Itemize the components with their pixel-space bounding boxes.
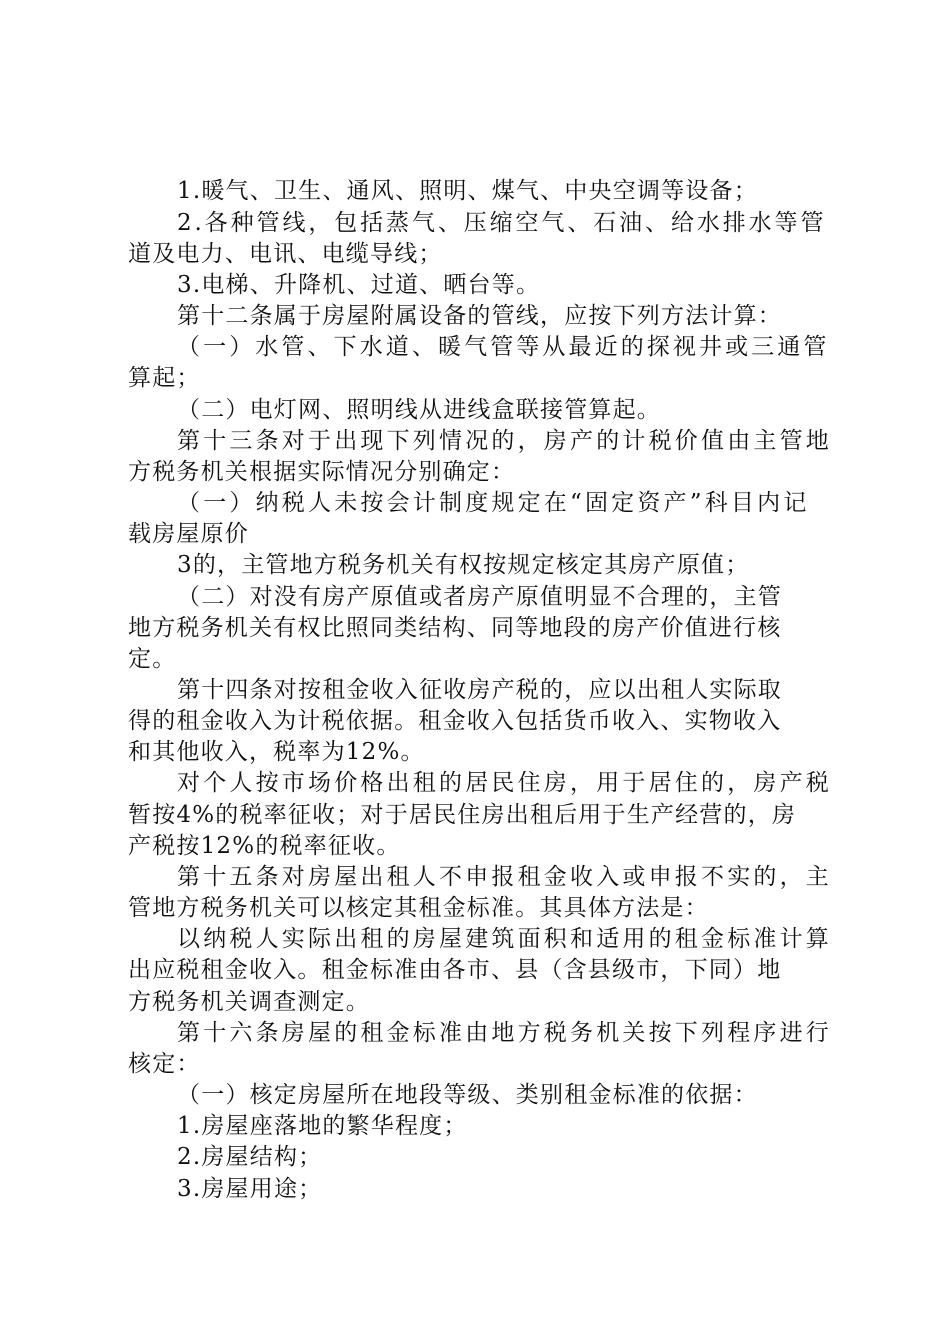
text-line: 定。 (128, 646, 177, 672)
text-line: （二）对没有房产原值或者房产原值明显不合理的，主管 (177, 584, 782, 610)
text-line: 第十六条房屋的租金标准由地方税务机关按下列程序进行 (177, 1020, 832, 1046)
text-line: （一）纳税人未按会计制度规定在“固定资产”科目内记 (177, 490, 810, 516)
text-line: 3.房屋用途； (177, 1176, 323, 1202)
text-line: 第十四条对按租金收入征收房产税的，应以出租人实际取 (177, 677, 782, 703)
text-line: （二）电灯网、照明线从进线盒联接管算起。 (177, 397, 661, 423)
text-line: （一）核定房屋所在地段等级、类别租金标准的依据： (177, 1082, 758, 1108)
text-line: 1.房屋座落地的繁华程度； (177, 1113, 468, 1139)
text-line: 3的，主管地方税务机关有权按规定核定其房产原值； (177, 552, 750, 578)
text-line: 得的租金收入为计税依据。租金收入包括货币收入、实物收入 (128, 708, 782, 734)
text-line: 核定： (128, 1051, 201, 1077)
text-line: 算起； (128, 365, 201, 391)
text-line: 第十三条对于出现下列情况的，房产的计税价值由主管地 (177, 428, 832, 454)
text-line: 和其他收入，税率为12%。 (128, 739, 425, 765)
text-line: 以纳税人实际出租的房屋建筑面积和适用的租金标准计算 (177, 926, 832, 952)
text-line: 管地方税务机关可以核定其租金标准。其具体方法是： (128, 895, 709, 921)
text-line: 方税务机关根据实际情况分别确定： (128, 459, 516, 485)
text-line: （一）水管、下水道、暖气管等从最近的探视井或三通管 (177, 334, 830, 360)
text-line: 第十二条属于房屋附属设备的管线，应按下列方法计算： (177, 303, 782, 329)
text-line: 2.各种管线，包括蒸气、压缩空气、石油、给水排水等管 (177, 210, 827, 236)
text-line: 方税务机关调查测定。 (128, 989, 370, 1015)
text-line: 3.电梯、升降机、过道、晒台等。 (177, 272, 541, 298)
text-line: 产税按12%的税率征收。 (128, 833, 401, 859)
text-line: 出应税租金收入。租金标准由各市、县（含县级市，下同）地 (128, 957, 782, 983)
text-line: 第十五条对房屋出租人不申报租金收入或申报不实的，主 (177, 864, 832, 890)
text-line: 地方税务机关有权比照同类结构、同等地段的房产价值进行核 (128, 615, 782, 641)
text-line: 载房屋原价 (128, 521, 249, 547)
text-line: 2.房屋结构； (177, 1144, 323, 1170)
text-line: 1.暖气、卫生、通风、照明、煤气、中央空调等设备； (177, 178, 758, 204)
text-line: 暂按4%的税率征收；对于居民住房出租后用于生产经营的，房 (128, 802, 797, 828)
text-line: 对个人按市场价格出租的居民住房，用于居住的，房产税 (177, 770, 832, 796)
text-line: 道及电力、电讯、电缆导线； (128, 241, 443, 267)
